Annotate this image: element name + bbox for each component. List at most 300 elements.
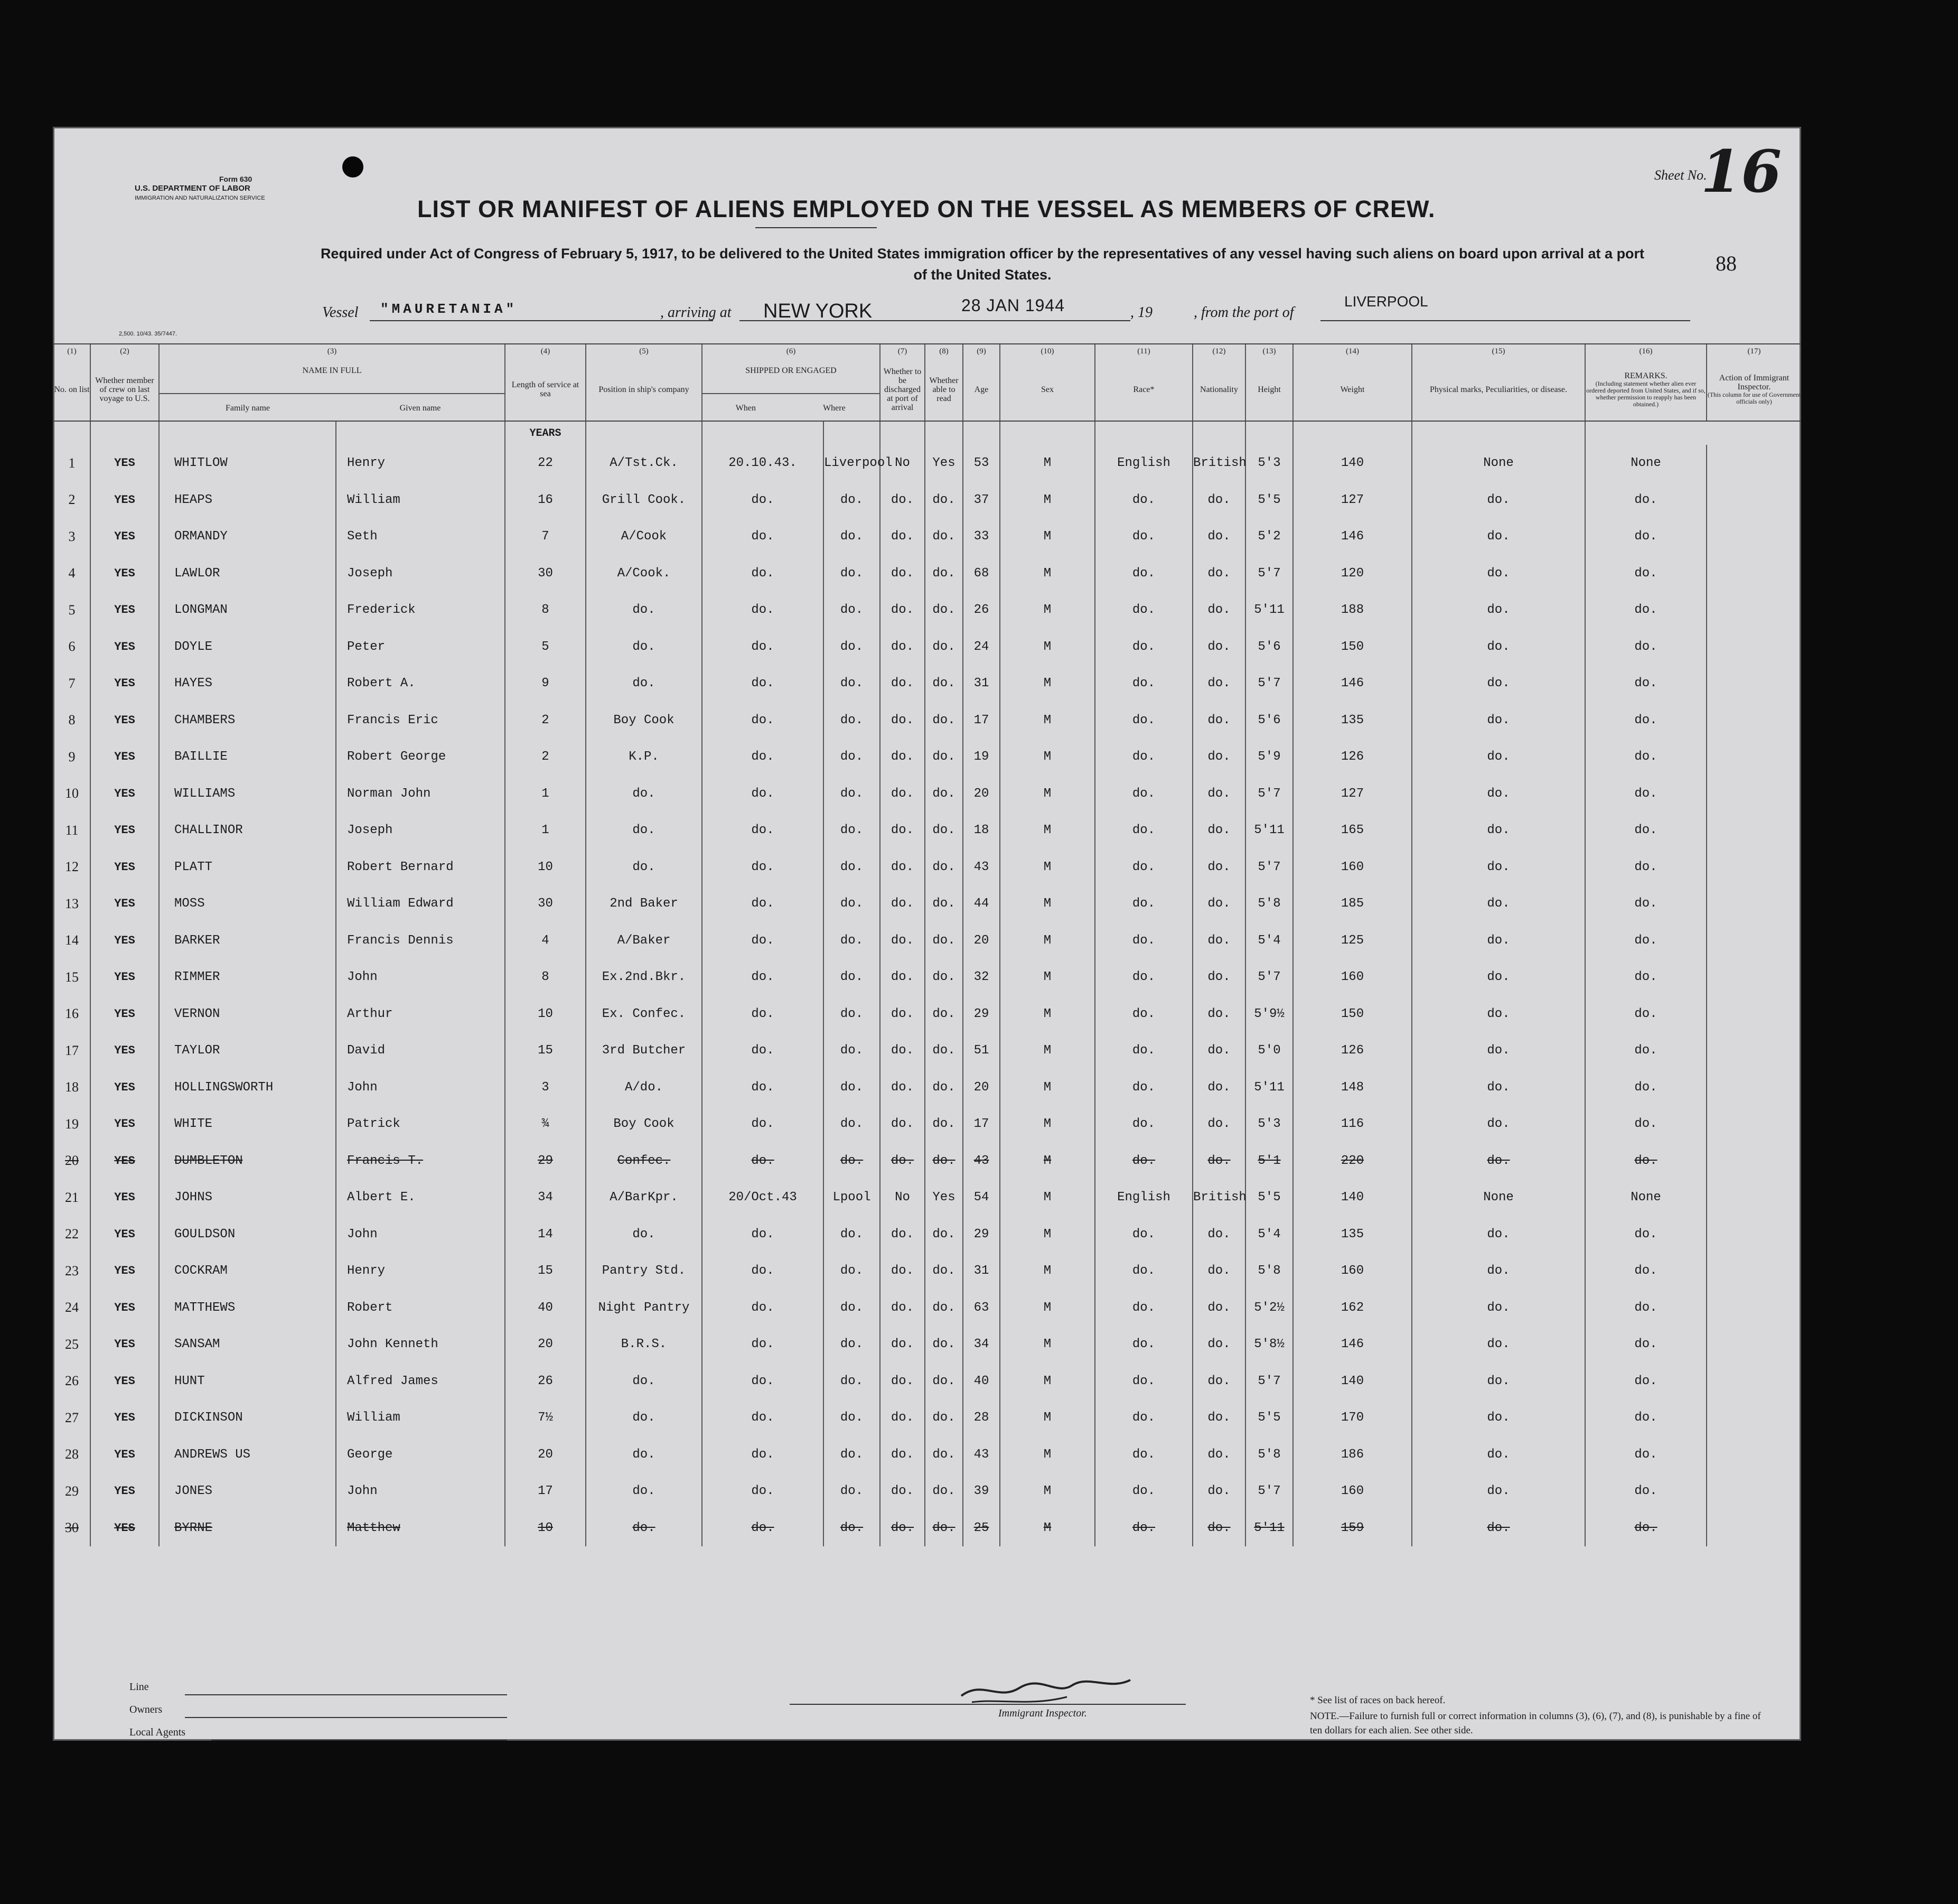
read-flag-cell: do. (925, 702, 963, 739)
table-row (53, 1106, 1801, 1143)
weight-cell: 159 (1293, 1510, 1412, 1547)
member-flag-cell: YES (90, 482, 159, 519)
table-row (53, 1326, 1801, 1363)
race-cell: do. (1095, 1399, 1193, 1436)
given-name-cell: Francis T. (336, 1143, 505, 1180)
col-number: (4) (505, 344, 586, 358)
family-name-cell: CHAMBERS (159, 702, 336, 739)
read-flag-cell: do. (925, 1106, 963, 1143)
read-flag-cell: do. (925, 665, 963, 702)
table-row (53, 959, 1801, 996)
from-port: LIVERPOOL (1344, 293, 1428, 310)
member-flag-cell: YES (90, 1253, 159, 1290)
table-row (53, 702, 1801, 739)
shipped-when-cell: do. (702, 739, 823, 776)
shipped-where-cell: do. (823, 1143, 880, 1180)
weight-cell: 150 (1293, 629, 1412, 666)
given-name-cell: Matthew (336, 1510, 505, 1547)
height-cell: 5'3 (1245, 445, 1293, 482)
col-number: (9) (963, 344, 1000, 358)
table-row (53, 665, 1801, 702)
given-name-cell: Henry (336, 445, 505, 482)
row-number-cell: 21 (53, 1179, 90, 1216)
age-cell: 63 (963, 1290, 1000, 1327)
table-row (53, 1290, 1801, 1327)
weight-cell: 127 (1293, 776, 1412, 813)
age-cell: 18 (963, 812, 1000, 849)
given-name-cell: Robert Bernard (336, 849, 505, 886)
header-read: Whether able to read (925, 358, 963, 421)
shipped-when-cell: do. (702, 1106, 823, 1143)
arriving-port: NEW YORK (763, 300, 873, 322)
physical-marks-cell: do. (1412, 702, 1585, 739)
header-action-label: Action of Immigrant Inspector. (1719, 374, 1790, 391)
row-number-cell: 1 (53, 445, 90, 482)
shipped-where-cell: do. (823, 1032, 880, 1069)
age-cell: 68 (963, 555, 1000, 592)
given-name-cell: Francis Dennis (336, 922, 505, 959)
member-flag-cell: YES (90, 1032, 159, 1069)
shipped-when-cell: do. (702, 1253, 823, 1290)
given-name-cell: William (336, 482, 505, 519)
member-flag-cell: YES (90, 922, 159, 959)
service-length-cell: 2 (505, 702, 586, 739)
inspector-action-cell (1707, 665, 1801, 702)
nationality-cell: do. (1193, 665, 1245, 702)
sex-cell: M (1000, 996, 1095, 1033)
table-row (53, 1363, 1801, 1400)
shipped-when-cell: do. (702, 812, 823, 849)
shipped-when-cell: do. (702, 1473, 823, 1510)
position-cell: A/do. (586, 1069, 702, 1106)
height-cell: 5'7 (1245, 1363, 1293, 1400)
col-number: (14) (1293, 344, 1412, 358)
read-flag-cell: do. (925, 996, 963, 1033)
row-number-cell: 8 (53, 702, 90, 739)
position-cell: Ex.2nd.Bkr. (586, 959, 702, 996)
table-row (53, 1510, 1801, 1547)
physical-marks-cell: None (1412, 445, 1585, 482)
weight-cell: 170 (1293, 1399, 1412, 1436)
table-row (53, 885, 1801, 922)
read-flag-cell: do. (925, 885, 963, 922)
shipped-where-cell: Liverpool (823, 445, 880, 482)
family-name-cell: BAILLIE (159, 739, 336, 776)
shipped-when-cell: do. (702, 1290, 823, 1327)
read-flag-cell: do. (925, 812, 963, 849)
inspector-action-cell (1707, 1510, 1801, 1547)
remarks-cell: do. (1585, 959, 1707, 996)
shipped-where-cell: do. (823, 849, 880, 886)
age-cell: 43 (963, 849, 1000, 886)
remarks-cell: do. (1585, 776, 1707, 813)
discharged-flag-cell: do. (880, 885, 925, 922)
read-flag-cell: do. (925, 592, 963, 629)
department-name: U.S. DEPARTMENT OF LABOR (135, 184, 250, 193)
position-cell: Pantry Std. (586, 1253, 702, 1290)
print-code: 2,500. 10/43. 35/7447. (119, 331, 177, 337)
nationality-cell: do. (1193, 776, 1245, 813)
sex-cell: M (1000, 1473, 1095, 1510)
weight-cell: 162 (1293, 1290, 1412, 1327)
family-name-cell: SANSAM (159, 1326, 336, 1363)
family-name-cell: HEAPS (159, 482, 336, 519)
nationality-cell: do. (1193, 702, 1245, 739)
read-flag-cell: Yes (925, 445, 963, 482)
remarks-cell: do. (1585, 812, 1707, 849)
height-cell: 5'5 (1245, 482, 1293, 519)
table-row (53, 1216, 1801, 1253)
header-position: Position in ship's company (586, 358, 702, 421)
weight-cell: 185 (1293, 885, 1412, 922)
shipped-when-cell: do. (702, 518, 823, 555)
race-cell: do. (1095, 1363, 1193, 1400)
service-length-cell: 14 (505, 1216, 586, 1253)
position-cell: do. (586, 592, 702, 629)
discharged-flag-cell: do. (880, 1032, 925, 1069)
shipped-where-cell: do. (823, 1399, 880, 1436)
inspector-action-cell (1707, 776, 1801, 813)
read-flag-cell: do. (925, 1069, 963, 1106)
weight-cell: 135 (1293, 1216, 1412, 1253)
discharged-flag-cell: do. (880, 812, 925, 849)
height-cell: 5'8 (1245, 885, 1293, 922)
discharged-flag-cell: do. (880, 665, 925, 702)
header-where: Where (823, 404, 846, 413)
header-remarks-label: REMARKS. (1624, 371, 1667, 380)
discharged-flag-cell: do. (880, 1106, 925, 1143)
given-name-cell: John Kenneth (336, 1326, 505, 1363)
shipped-where-cell: do. (823, 1216, 880, 1253)
weight-cell: 160 (1293, 1253, 1412, 1290)
read-flag-cell: do. (925, 518, 963, 555)
remarks-cell: do. (1585, 1290, 1707, 1327)
inspector-label: Immigrant Inspector. (998, 1707, 1087, 1719)
service-length-cell: 2 (505, 739, 586, 776)
years-label: YEARS (505, 421, 586, 445)
row-number-cell: 6 (53, 629, 90, 666)
weight-cell: 146 (1293, 1326, 1412, 1363)
family-name-cell: HAYES (159, 665, 336, 702)
remarks-cell: do. (1585, 885, 1707, 922)
remarks-cell: do. (1585, 922, 1707, 959)
discharged-flag-cell: do. (880, 1326, 925, 1363)
nationality-cell: do. (1193, 629, 1245, 666)
race-cell: do. (1095, 1473, 1193, 1510)
weight-cell: 125 (1293, 922, 1412, 959)
height-cell: 5'0 (1245, 1032, 1293, 1069)
read-flag-cell: do. (925, 1510, 963, 1547)
remarks-cell: do. (1585, 849, 1707, 886)
inspector-action-cell (1707, 922, 1801, 959)
height-cell: 5'9 (1245, 739, 1293, 776)
remarks-cell: do. (1585, 1399, 1707, 1436)
header-shipped-label: SHIPPED OR ENGAGED (745, 366, 837, 375)
member-flag-cell: YES (90, 1326, 159, 1363)
discharged-flag-cell: do. (880, 776, 925, 813)
service-length-cell: 17 (505, 1473, 586, 1510)
header-marks: Physical marks, Peculiarities, or disease. (1412, 358, 1585, 421)
service-length-cell: 10 (505, 1510, 586, 1547)
member-flag-cell: YES (90, 555, 159, 592)
nationality-cell: do. (1193, 1510, 1245, 1547)
position-cell: 3rd Butcher (586, 1032, 702, 1069)
col-number: (17) (1707, 344, 1801, 358)
table-row (53, 445, 1801, 482)
header-shipped (702, 358, 880, 421)
family-name-cell: GOULDSON (159, 1216, 336, 1253)
header-race: Race* (1095, 358, 1193, 421)
shipped-when-cell: do. (702, 1326, 823, 1363)
height-cell: 5'5 (1245, 1179, 1293, 1216)
read-flag-cell: do. (925, 1032, 963, 1069)
position-cell: do. (586, 629, 702, 666)
position-cell: do. (586, 1399, 702, 1436)
weight-cell: 146 (1293, 518, 1412, 555)
shipped-when-cell: do. (702, 1510, 823, 1547)
line-label: Line (129, 1681, 149, 1693)
service-length-cell: 10 (505, 849, 586, 886)
member-flag-cell: YES (90, 445, 159, 482)
table-row (53, 1143, 1801, 1180)
family-name-cell: TAYLOR (159, 1032, 336, 1069)
shipped-where-cell: do. (823, 482, 880, 519)
service-length-cell: ¾ (505, 1106, 586, 1143)
table-row (53, 592, 1801, 629)
physical-marks-cell: do. (1412, 1106, 1585, 1143)
shipped-when-cell: do. (702, 849, 823, 886)
physical-marks-cell: do. (1412, 1032, 1585, 1069)
shipped-when-cell: do. (702, 996, 823, 1033)
member-flag-cell: YES (90, 1290, 159, 1327)
read-flag-cell: do. (925, 1436, 963, 1473)
shipped-where-cell: do. (823, 996, 880, 1033)
weight-cell: 146 (1293, 665, 1412, 702)
shipped-when-cell: do. (702, 665, 823, 702)
header-nationality: Nationality (1193, 358, 1245, 421)
height-cell: 5'11 (1245, 1510, 1293, 1547)
row-number-cell: 10 (53, 776, 90, 813)
physical-marks-cell: do. (1412, 812, 1585, 849)
service-length-cell: 34 (505, 1179, 586, 1216)
service-length-cell: 3 (505, 1069, 586, 1106)
sex-cell: M (1000, 1032, 1095, 1069)
shipped-where-cell: do. (823, 739, 880, 776)
service-length-cell: 26 (505, 1363, 586, 1400)
shipped-when-cell: do. (702, 1069, 823, 1106)
family-name-cell: WHITLOW (159, 445, 336, 482)
read-flag-cell: do. (925, 629, 963, 666)
age-cell: 20 (963, 1069, 1000, 1106)
age-cell: 43 (963, 1436, 1000, 1473)
inspector-action-cell (1707, 1363, 1801, 1400)
discharged-flag-cell: No (880, 1179, 925, 1216)
race-cell: do. (1095, 1032, 1193, 1069)
header-action (1707, 358, 1801, 421)
remarks-cell: None (1585, 1179, 1707, 1216)
service-length-cell: 16 (505, 482, 586, 519)
given-name-cell: George (336, 1436, 505, 1473)
read-flag-cell: do. (925, 1363, 963, 1400)
inspector-action-cell (1707, 1106, 1801, 1143)
physical-marks-cell: do. (1412, 1253, 1585, 1290)
shipped-when-cell: do. (702, 702, 823, 739)
member-flag-cell: YES (90, 812, 159, 849)
shipped-when-cell: do. (702, 592, 823, 629)
page-title: LIST OR MANIFEST OF ALIENS EMPLOYED ON THE VESSEL AS MEMBERS OF CREW. (417, 195, 1436, 222)
position-cell: do. (586, 1363, 702, 1400)
sex-cell: M (1000, 445, 1095, 482)
position-cell: K.P. (586, 739, 702, 776)
service-length-cell: 10 (505, 996, 586, 1033)
nationality-cell: do. (1193, 1363, 1245, 1400)
family-name-cell: WILLIAMS (159, 776, 336, 813)
nationality-cell: do. (1193, 885, 1245, 922)
height-cell: 5'7 (1245, 555, 1293, 592)
given-name-cell: Robert George (336, 739, 505, 776)
family-name-cell: JONES (159, 1473, 336, 1510)
shipped-where-cell: do. (823, 518, 880, 555)
inspector-action-cell (1707, 1326, 1801, 1363)
weight-cell: 160 (1293, 959, 1412, 996)
shipped-where-cell: do. (823, 1253, 880, 1290)
family-name-cell: DICKINSON (159, 1399, 336, 1436)
inspector-action-cell (1707, 518, 1801, 555)
discharged-flag-cell: do. (880, 922, 925, 959)
member-flag-cell: YES (90, 1436, 159, 1473)
remarks-cell: do. (1585, 629, 1707, 666)
age-cell: 26 (963, 592, 1000, 629)
race-cell: do. (1095, 1216, 1193, 1253)
inspector-action-cell (1707, 812, 1801, 849)
height-cell: 5'2½ (1245, 1290, 1293, 1327)
family-name-cell: ANDREWS US (159, 1436, 336, 1473)
given-name-cell: William (336, 1399, 505, 1436)
discharged-flag-cell: do. (880, 996, 925, 1033)
height-cell: 5'11 (1245, 592, 1293, 629)
shipped-where-cell: do. (823, 1510, 880, 1547)
service-length-cell: 22 (505, 445, 586, 482)
col-number: (8) (925, 344, 963, 358)
age-cell: 40 (963, 1363, 1000, 1400)
manifest-sheet (53, 127, 1801, 1741)
family-name-cell: RIMMER (159, 959, 336, 996)
service-name: IMMIGRATION AND NATURALIZATION SERVICE (135, 195, 265, 201)
nationality-cell: do. (1193, 555, 1245, 592)
height-cell: 5'8 (1245, 1436, 1293, 1473)
weight-cell: 160 (1293, 1473, 1412, 1510)
member-flag-cell: YES (90, 885, 159, 922)
remarks-cell: do. (1585, 1069, 1707, 1106)
sex-cell: M (1000, 1069, 1095, 1106)
header-family-name: Family name (226, 404, 270, 413)
age-cell: 33 (963, 518, 1000, 555)
weight-cell: 148 (1293, 1069, 1412, 1106)
table-row (53, 812, 1801, 849)
read-flag-cell: do. (925, 922, 963, 959)
row-number-cell: 20 (53, 1143, 90, 1180)
race-cell: do. (1095, 482, 1193, 519)
row-number-cell: 22 (53, 1216, 90, 1253)
physical-marks-cell: do. (1412, 1473, 1585, 1510)
read-flag-cell: do. (925, 1216, 963, 1253)
discharged-flag-cell: do. (880, 1290, 925, 1327)
physical-marks-cell: do. (1412, 849, 1585, 886)
read-flag-cell: do. (925, 555, 963, 592)
physical-marks-cell: do. (1412, 555, 1585, 592)
read-flag-cell: do. (925, 849, 963, 886)
age-cell: 37 (963, 482, 1000, 519)
col-number: (15) (1412, 344, 1585, 358)
position-cell: A/BarKpr. (586, 1179, 702, 1216)
position-cell: A/Cook (586, 518, 702, 555)
col-number: (16) (1585, 344, 1707, 358)
row-number-cell: 12 (53, 849, 90, 886)
table-row (53, 1436, 1801, 1473)
physical-marks-cell: None (1412, 1179, 1585, 1216)
fine-note: NOTE.—Failure to furnish full or correct information in columns (3), (6), (7), and (8), is punishable by a fine of ten dollars for each alien. See other side. (1310, 1711, 1761, 1736)
remarks-cell: do. (1585, 1363, 1707, 1400)
years-row (53, 421, 1801, 445)
row-number-cell: 19 (53, 1106, 90, 1143)
physical-marks-cell: do. (1412, 592, 1585, 629)
family-name-cell: BYRNE (159, 1510, 336, 1547)
header-given-name: Given name (399, 404, 441, 413)
arrival-date: 28 JAN 1944 (961, 296, 1065, 315)
physical-marks-cell: do. (1412, 776, 1585, 813)
height-cell: 5'8 (1245, 1253, 1293, 1290)
row-number-cell: 28 (53, 1436, 90, 1473)
owners-label: Owners (129, 1704, 163, 1715)
sex-cell: M (1000, 702, 1095, 739)
shipped-where-cell: do. (823, 592, 880, 629)
column-header-row (53, 358, 1801, 421)
age-cell: 20 (963, 776, 1000, 813)
remarks-cell: do. (1585, 555, 1707, 592)
sex-cell: M (1000, 1326, 1095, 1363)
discharged-flag-cell: do. (880, 1143, 925, 1180)
age-cell: 34 (963, 1326, 1000, 1363)
sex-cell: M (1000, 1510, 1095, 1547)
shipped-where-cell: do. (823, 1290, 880, 1327)
remarks-cell: do. (1585, 739, 1707, 776)
remarks-cell: do. (1585, 1510, 1707, 1547)
shipped-where-cell: do. (823, 1106, 880, 1143)
table-row (53, 996, 1801, 1033)
race-cell: do. (1095, 1069, 1193, 1106)
shipped-when-cell: do. (702, 1436, 823, 1473)
vessel-name: "MAURETANIA" (380, 301, 518, 317)
row-number-cell: 5 (53, 592, 90, 629)
shipped-when-cell: do. (702, 1363, 823, 1400)
height-cell: 5'3 (1245, 1106, 1293, 1143)
weight-cell: 116 (1293, 1106, 1412, 1143)
remarks-cell: do. (1585, 665, 1707, 702)
table-row (53, 555, 1801, 592)
member-flag-cell: YES (90, 1143, 159, 1180)
service-length-cell: 20 (505, 1326, 586, 1363)
physical-marks-cell: do. (1412, 1510, 1585, 1547)
family-name-cell: LAWLOR (159, 555, 336, 592)
position-cell: A/Tst.Ck. (586, 445, 702, 482)
remarks-cell: do. (1585, 996, 1707, 1033)
position-cell: Confec. (586, 1143, 702, 1180)
age-cell: 54 (963, 1179, 1000, 1216)
family-name-cell: ORMANDY (159, 518, 336, 555)
shipped-when-cell: 20/Oct.43 (702, 1179, 823, 1216)
sex-cell: M (1000, 1106, 1095, 1143)
race-cell: do. (1095, 1290, 1193, 1327)
